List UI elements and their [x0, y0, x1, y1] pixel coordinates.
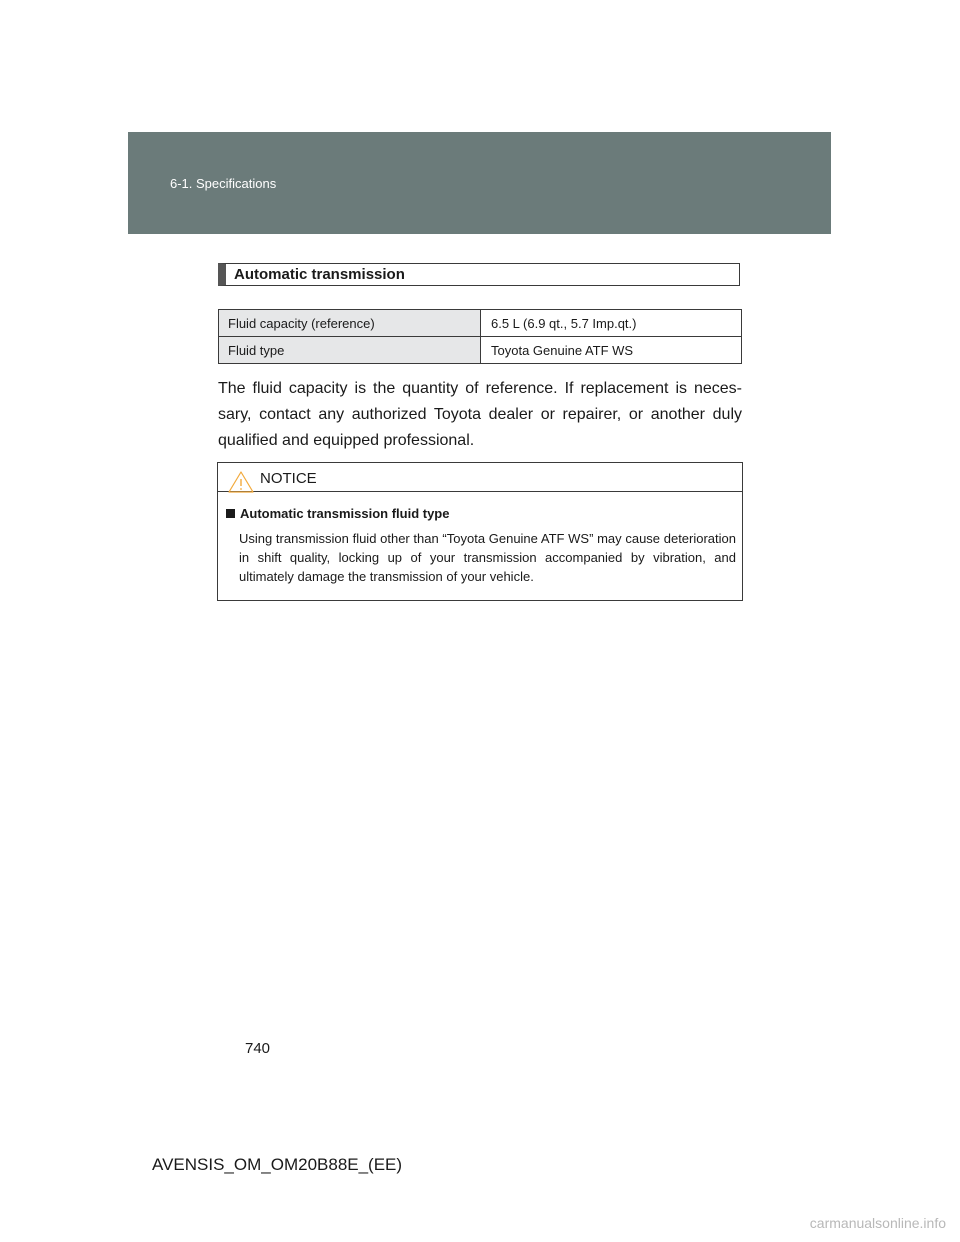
spec-label-cell: Fluid capacity (reference) [219, 310, 481, 337]
notice-item-title-text: Automatic transmission fluid type [240, 506, 450, 521]
section-heading-text: Automatic transmission [234, 266, 405, 283]
spec-value-cell: 6.5 L (6.9 qt., 5.7 Imp.qt.) [481, 310, 742, 337]
section-heading [218, 263, 740, 286]
header-band [128, 132, 831, 234]
spec-table [218, 309, 742, 364]
section-label: 6-1. Specifications [170, 176, 277, 191]
square-bullet-icon [226, 509, 235, 518]
document-code: AVENSIS_OM_OM20B88E_(EE) [152, 1155, 403, 1174]
warning-triangle-icon [228, 471, 254, 493]
page-number: 740 [245, 1040, 271, 1057]
notice-title: NOTICE [260, 470, 317, 487]
spec-value-cell: Toyota Genuine ATF WS [481, 337, 742, 364]
notice-header [218, 463, 742, 492]
spec-label-cell: Fluid type [219, 337, 481, 364]
notice-box [217, 462, 743, 601]
table-row [219, 337, 742, 364]
table-row [219, 310, 742, 337]
watermark-text: carmanualsonline.info [809, 1215, 946, 1231]
notice-item-title [226, 506, 449, 521]
body-paragraph: The fluid capacity is the quantity of reference. If replacement is neces-sary, contact any authorized Toyota dealer or repairer, or another duly qualified and equipped professional. [218, 380, 742, 449]
notice-body-text: Using transmission fluid other than “Toyota Genuine ATF WS” may cause deterioration in shift quality, locking up of your transmission accompanied by vibration, and ultimately damage the transmission of your vehicle. [239, 531, 736, 584]
